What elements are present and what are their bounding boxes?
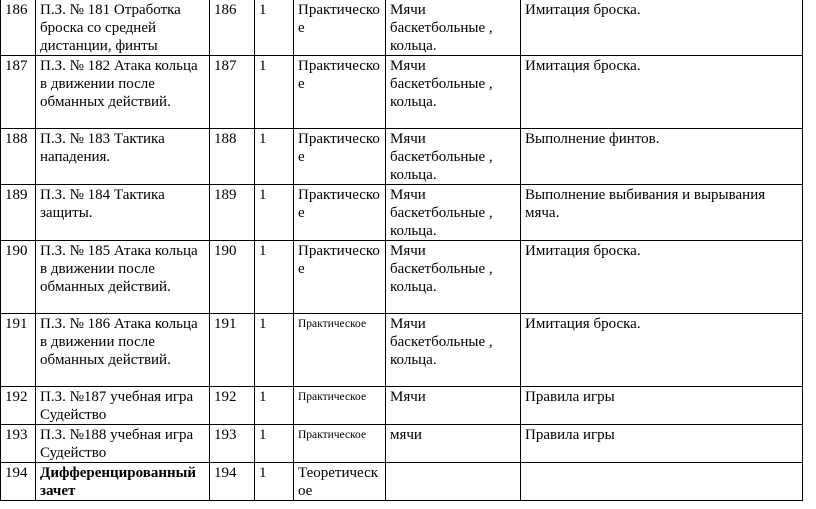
equipment-cell: Мячи баскетбольные , кольца. (386, 0, 521, 56)
hours-number-cell: 187 (210, 56, 255, 129)
table-row (1, 0, 803, 56)
topic-cell: П.З. № 185 Атака кольца в движении после обманных действий. (36, 241, 210, 314)
table-row (1, 425, 803, 463)
table-row (1, 129, 803, 185)
lesson-type-cell: Практическое (294, 0, 386, 56)
topic-cell: П.З. № 182 Атака кольца в движении после обманных действий. (36, 56, 210, 129)
hours-number-cell: 188 (210, 129, 255, 185)
note-cell: Имитация броска. (521, 314, 803, 387)
note-cell (521, 463, 803, 501)
table-row (1, 314, 803, 387)
hours-cell: 1 (255, 185, 294, 241)
equipment-cell: Мячи баскетбольные , кольца. (386, 185, 521, 241)
hours-number-cell: 191 (210, 314, 255, 387)
lesson-type-cell: Практическое (294, 56, 386, 129)
hours-number-cell: 186 (210, 0, 255, 56)
topic-cell: П.З. №187 учебная игра Судейство (36, 387, 210, 425)
equipment-cell: Мячи баскетбольные , кольца. (386, 241, 521, 314)
note-cell: Имитация броска. (521, 56, 803, 129)
row-number: 188 (1, 129, 36, 185)
row-number: 190 (1, 241, 36, 314)
row-number: 186 (1, 0, 36, 56)
hours-cell: 1 (255, 314, 294, 387)
hours-number-cell: 190 (210, 241, 255, 314)
lesson-type-cell: Практическое (294, 314, 386, 387)
equipment-cell: Мячи (386, 387, 521, 425)
hours-number-cell: 192 (210, 387, 255, 425)
hours-cell: 1 (255, 241, 294, 314)
topic-cell: П.З. № 181 Отработка броска со средней дистанции, финты (36, 0, 210, 56)
note-cell: Правила игры (521, 425, 803, 463)
lesson-type-cell: Практическое (294, 387, 386, 425)
topic-cell: Дифференцированный зачет (36, 463, 210, 501)
row-number: 191 (1, 314, 36, 387)
hours-cell: 1 (255, 463, 294, 501)
lesson-type-cell: Практическое (294, 129, 386, 185)
topic-cell: П.З. №188 учебная игра Судейство (36, 425, 210, 463)
topic-cell: П.З. № 184 Тактика защиты. (36, 185, 210, 241)
lesson-type-cell: Теоретическое (294, 463, 386, 501)
note-cell: Выполнение финтов. (521, 129, 803, 185)
note-cell: Имитация броска. (521, 0, 803, 56)
row-number: 193 (1, 425, 36, 463)
note-cell: Правила игры (521, 387, 803, 425)
row-number: 189 (1, 185, 36, 241)
topic-cell: П.З. № 183 Тактика нападения. (36, 129, 210, 185)
equipment-cell: мячи (386, 425, 521, 463)
topic-cell: П.З. № 186 Атака кольца в движении после обманных действий. (36, 314, 210, 387)
table-row (1, 56, 803, 129)
equipment-cell (386, 463, 521, 501)
table-row (1, 185, 803, 241)
row-number: 187 (1, 56, 36, 129)
equipment-cell: Мячи баскетбольные , кольца. (386, 314, 521, 387)
equipment-cell: Мячи баскетбольные , кольца. (386, 129, 521, 185)
row-number: 194 (1, 463, 36, 501)
row-number: 192 (1, 387, 36, 425)
hours-number-cell: 189 (210, 185, 255, 241)
table-row (1, 387, 803, 425)
lesson-type-cell: Практическое (294, 185, 386, 241)
hours-cell: 1 (255, 129, 294, 185)
note-cell: Имитация броска. (521, 241, 803, 314)
hours-number-cell: 194 (210, 463, 255, 501)
hours-cell: 1 (255, 425, 294, 463)
hours-cell: 1 (255, 387, 294, 425)
table-row (1, 463, 803, 501)
lesson-type-cell: Практическое (294, 241, 386, 314)
table-row (1, 241, 803, 314)
hours-cell: 1 (255, 56, 294, 129)
lesson-type-cell: Практическое (294, 425, 386, 463)
equipment-cell: Мячи баскетбольные , кольца. (386, 56, 521, 129)
hours-number-cell: 193 (210, 425, 255, 463)
note-cell: Выполнение выбивания и вырывания мяча. (521, 185, 803, 241)
hours-cell: 1 (255, 0, 294, 56)
